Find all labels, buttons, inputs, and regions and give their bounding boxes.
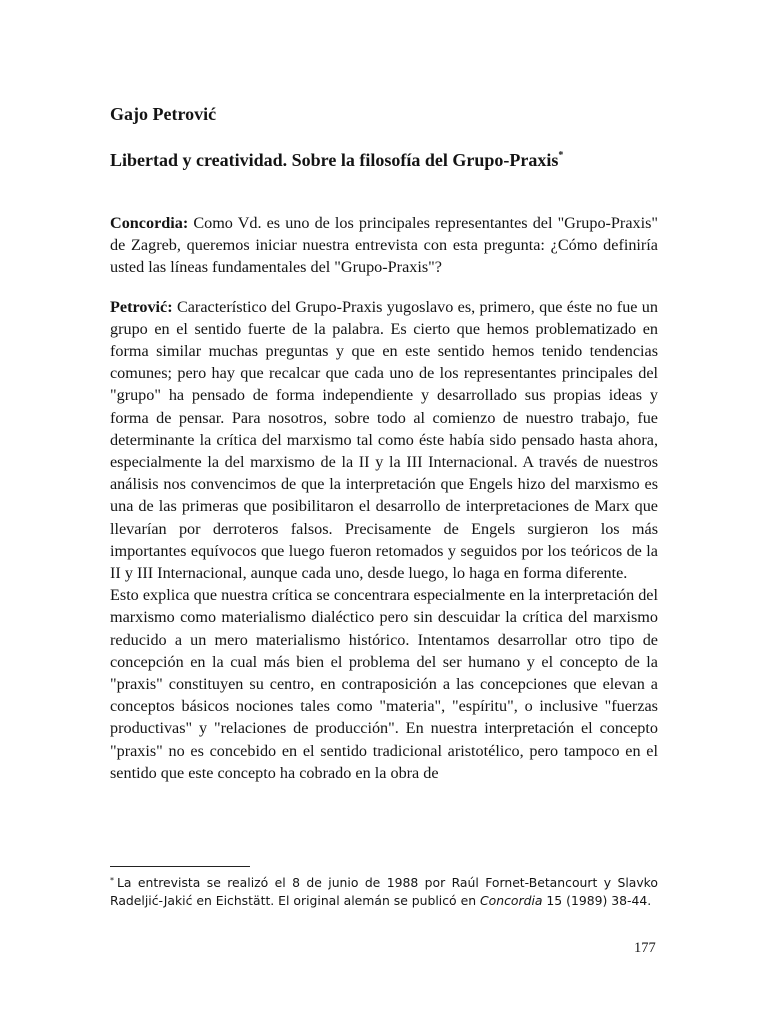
footnote: [110, 872, 658, 910]
footnote-journal: Concordia: [480, 892, 543, 908]
article-title: [110, 150, 563, 171]
speaker-concordia: Concordia:: [110, 214, 189, 232]
article-body: [110, 212, 658, 784]
footnote-mark: *: [110, 876, 114, 885]
footnote-text-start: La entrevista se realizó el 8 de junio de 1988 por Raúl Fornet-Betancourt y Slavko Radeljić-Jakić en Eichstätt. El original alemán se publicó en: [110, 875, 658, 908]
answer-paragraph: [110, 296, 658, 585]
page-number: 177: [634, 940, 656, 956]
speaker-petrovic: Petrović:: [110, 297, 173, 316]
author-name: Gajo Petrović: [110, 104, 217, 124]
question-text: Como Vd. es uno de los principales representantes del "Grupo-Praxis" de Zagreb, queremos iniciar nuestra entrevista con esta pregunta: ¿Cómo definiría usted las líneas fundamentales del "Grupo-Praxis"?: [110, 214, 658, 277]
footnote-marker: *: [558, 150, 564, 161]
article-title-text: Libertad y creatividad. Sobre la filosofía del Grupo-Praxis: [110, 150, 559, 170]
footnote-divider: [110, 866, 250, 867]
footnote-text-end: 15 (1989) 38-44.: [542, 892, 652, 908]
answer-text: Característico del Grupo-Praxis yugoslavo es, primero, que éste no fue un grupo en el sentido fuerte de la palabra. Es cierto que hemos problematizado en forma similar muchas preguntas y que en este sentido hemos tenido tendencias comunes; pero hay que recalcar que cada uno de los representantes principales del "grupo" ha pensado de forma independiente y desarrollado sus propias ideas y forma de pensar. Para nosotros, sobre todo al comienzo de nuestro trabajo, fue determinante la crítica del marxismo tal como éste había sido pensado hasta ahora, especialmente la del marxismo de la II y la III Internacional. A través de nuestros análisis nos convencimos de que la interpretación que Engels hizo del marxismo es una de las primeras que posibilitaron el desarrollo de interpretaciones de Marx que llevarían por derroteros falsos. Precisamente de Engels surgieron los más importantes equívocos que luego fueron retomados y seguidos por los teóricos de la II y III Internacional, aunque cada uno, desde luego, lo haga en forma diferente.: [110, 297, 658, 583]
answer-continued-paragraph: Esto explica que nuestra crítica se concentrara especialmente en la interpretación del marxismo como materialismo dialéctico pero sin descuidar la crítica del marxismo reducido a un mero materialismo histórico. Intentamos desarrollar otro tipo de concepción en la cual más bien el problema del ser humano y el concepto de la "praxis" constituyen su centro, en contraposición a las concepciones que elevan a conceptos básicos nociones tales como "materia", "espíritu", o inclusive "fuerzas productivas" y "relaciones de producción". En nuestra interpretación el concepto "praxis" no es concebido en el sentido tradicional aristotélico, pero tampoco en el sentido que este concepto ha cobrado en la obra de: [110, 586, 658, 782]
question-paragraph: [110, 212, 658, 279]
